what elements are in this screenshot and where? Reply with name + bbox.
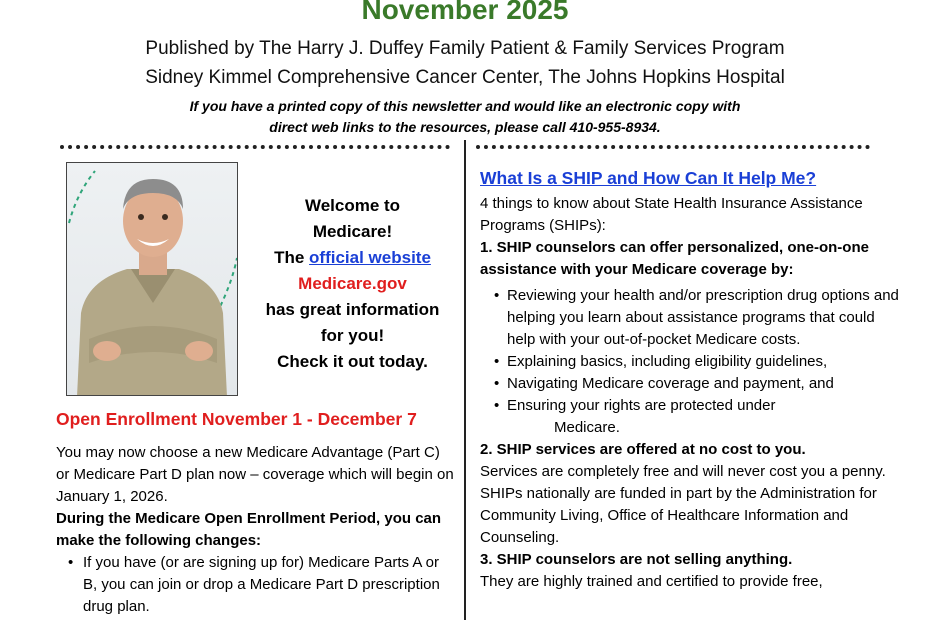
welcome-line-3 [240,245,465,271]
ship-point-3: 3. SHIP counselors are not selling anything. [480,551,793,568]
welcome-line-1: Welcome to [304,196,401,215]
welcome-line-7: Check it out today. [277,352,428,371]
welcome-the: The [274,248,305,267]
ship-title-link[interactable]: What Is a SHIP and How Can It Help Me? [480,168,817,188]
list-item: • Ensuring your rights are protected under [494,395,900,417]
medicare-gov-text: Medicare.gov [298,274,407,293]
newsletter-title: November 2025 [361,0,569,25]
dotted-rule-right [476,145,870,149]
list-item-continuation: Medicare. [554,419,620,436]
open-enrollment-paragraph: You may now choose a new Medicare Advantage (Part C) or Medicare Part D plan now – coverage which will begin on January 1, 2026. [56,444,454,505]
list-item: • If you have (or are signing up for) Medicare Parts A or B, you can join or drop a Medicare Part D prescription drug plan. [68,552,456,618]
institution-line: Sidney Kimmel Comprehensive Cancer Center, The Johns Hopkins Hospital [145,67,785,88]
ship-bullets [494,285,900,439]
official-website-link[interactable]: official website [309,248,431,267]
welcome-line-2: Medicare! [312,222,393,241]
dotted-rule-left [60,145,450,149]
note-line-2: direct web links to the resources, please call 410-955-8934. [269,119,661,135]
welcome-line-6: for you! [320,326,385,345]
open-enrollment-list [68,552,456,618]
ship-section [480,165,900,593]
welcome-line-5: has great information [265,300,440,319]
open-enrollment-body [56,442,456,618]
welcome-box [240,193,465,375]
open-enrollment-title: Open Enrollment November 1 - December 7 [56,409,417,429]
medicare-photo [66,162,238,396]
ship-point-2: 2. SHIP services are offered at no cost to you. [480,441,806,458]
open-enrollment-changes: During the Medicare Open Enrollment Period, you can make the following changes: [56,510,442,549]
list-item: • Explaining basics, including eligibility guidelines, [494,351,900,373]
electronic-copy-note [0,96,930,138]
note-line-1: If you have a printed copy of this newsletter and would like an electronic copy with [189,98,741,114]
publisher-line: Published by The Harry J. Duffey Family Patient & Family Services Program [145,38,785,59]
ship-point-1: 1. SHIP counselors can offer personalized, one-on-one assistance with your Medicare coverage by: [480,239,869,278]
list-item: • Navigating Medicare coverage and payment, and [494,373,900,395]
list-item: • Reviewing your health and/or prescription drug options and helping you learn about assistance programs that could help with your out-of-pocket Medicare costs. [494,285,900,351]
ship-intro: 4 things to know about State Health Insurance Assistance Programs (SHIPs): [480,195,863,234]
ship-paragraph-3: They are highly trained and certified to provide free, [480,573,823,590]
ship-paragraph-2: Services are completely free and will never cost you a penny. SHIPs nationally are funded in part by the Administration for Community Living, Office of Healthcare Information and Counseling. [480,463,886,546]
